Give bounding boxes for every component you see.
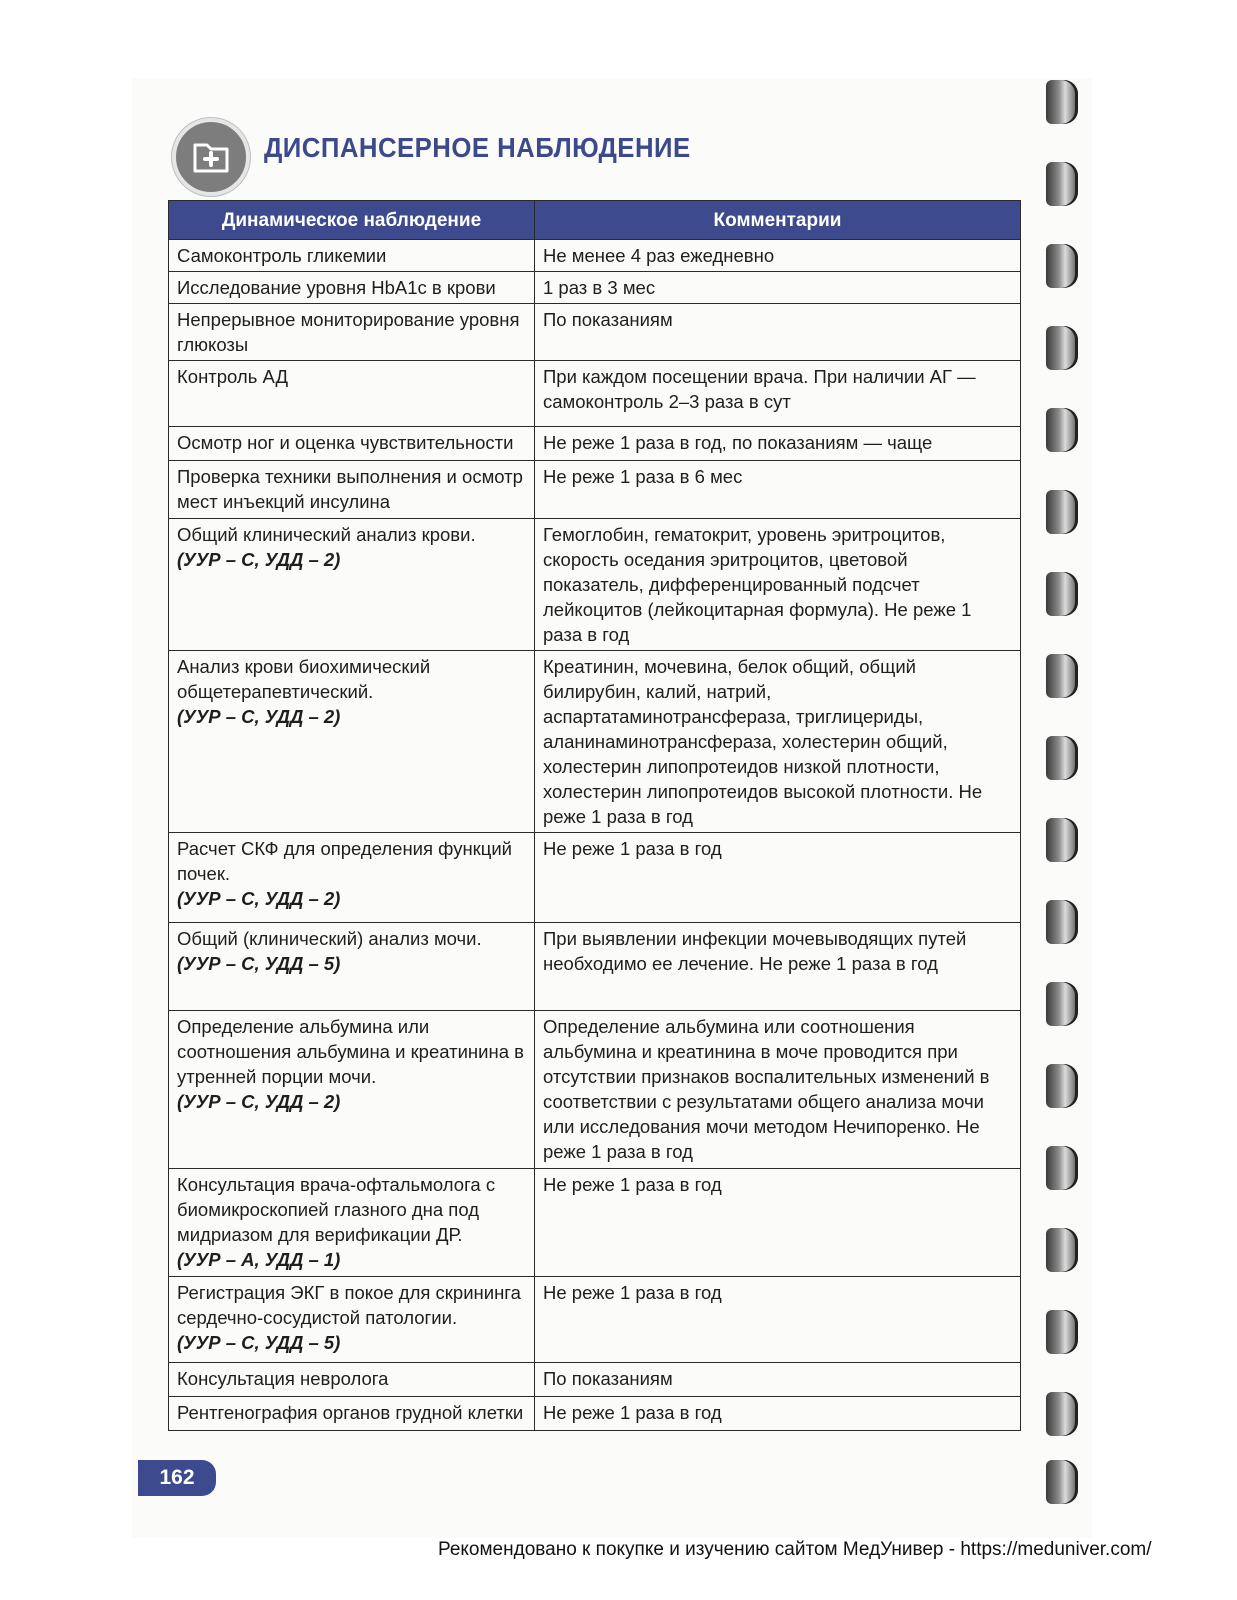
observation-text: Консультация врача-офтальмолога с биомикроскопией глазного дна под мидриазом для верификации ДР. bbox=[177, 1174, 496, 1245]
table-row bbox=[169, 1397, 1021, 1431]
observation-text: Исследование уровня HbA1c в крови bbox=[177, 277, 496, 298]
observation-cell bbox=[169, 427, 535, 461]
binding-ring bbox=[1046, 490, 1078, 534]
binding-ring bbox=[1046, 162, 1078, 206]
spiral-binding bbox=[1040, 80, 1088, 1500]
binding-ring bbox=[1046, 1146, 1078, 1190]
binding-ring bbox=[1046, 982, 1078, 1026]
observation-cell bbox=[169, 923, 535, 1011]
observation-cell bbox=[169, 240, 535, 272]
observation-cell bbox=[169, 361, 535, 427]
observation-cell bbox=[169, 272, 535, 304]
table-header-row bbox=[169, 201, 1021, 240]
observation-cell bbox=[169, 519, 535, 651]
table-row bbox=[169, 1277, 1021, 1363]
binding-ring bbox=[1046, 326, 1078, 370]
observation-text: Контроль АД bbox=[177, 366, 288, 387]
table-row bbox=[169, 272, 1021, 304]
column-header-comments: Комментарии bbox=[535, 201, 1021, 240]
table-row bbox=[169, 651, 1021, 833]
table-row bbox=[169, 361, 1021, 427]
table-row bbox=[169, 1363, 1021, 1397]
comment-cell: Не реже 1 раза в год bbox=[535, 1277, 1021, 1363]
comment-cell: Определение альбумина или соотношения альбумина и креатинина в моче проводится при отсутствии признаков воспалительных изменений в соответствии с результатами общего анализа мочи или исследования мочи методом Нечипоренко. Не реже 1 раза в год bbox=[535, 1011, 1021, 1169]
table-row bbox=[169, 461, 1021, 519]
binding-ring bbox=[1046, 1228, 1078, 1272]
comment-cell: Не менее 4 раз ежедневно bbox=[535, 240, 1021, 272]
observation-text: Рентгенография органов грудной клетки bbox=[177, 1402, 524, 1423]
observation-cell bbox=[169, 651, 535, 833]
binding-ring bbox=[1046, 900, 1078, 944]
binding-ring bbox=[1046, 1392, 1078, 1436]
observation-text: Общий (клинический) анализ мочи. bbox=[177, 928, 482, 949]
comment-cell: Не реже 1 раза в год bbox=[535, 833, 1021, 923]
table-row bbox=[169, 427, 1021, 461]
comment-cell: По показаниям bbox=[535, 1363, 1021, 1397]
footer-note: Рекомендовано к покупке и изучению сайтом МедУнивер - https://meduniver.com/ bbox=[438, 1539, 1152, 1560]
observation-cell bbox=[169, 304, 535, 361]
table-row bbox=[169, 240, 1021, 272]
table-row bbox=[169, 519, 1021, 651]
comment-cell: Не реже 1 раза в год, по показаниям — чаще bbox=[535, 427, 1021, 461]
recommendation-grade: (УУР – С, УДД – 2) bbox=[177, 549, 341, 570]
binding-ring bbox=[1046, 736, 1078, 780]
column-header-observation: Динамическое наблюдение bbox=[169, 201, 535, 240]
page-number: 162 bbox=[138, 1460, 216, 1496]
comment-cell: Не реже 1 раза в 6 мес bbox=[535, 461, 1021, 519]
table-row bbox=[169, 1011, 1021, 1169]
binding-ring bbox=[1046, 408, 1078, 452]
observation-cell bbox=[169, 833, 535, 923]
recommendation-grade: (УУР – С, УДД – 5) bbox=[177, 1332, 341, 1353]
observation-text: Общий клинический анализ крови. bbox=[177, 524, 476, 545]
binding-ring bbox=[1046, 80, 1078, 124]
binding-ring bbox=[1046, 1310, 1078, 1354]
observation-text: Расчет СКФ для определения функций почек. bbox=[177, 838, 513, 884]
table-row bbox=[169, 304, 1021, 361]
observation-cell bbox=[169, 461, 535, 519]
observation-cell bbox=[169, 1169, 535, 1277]
comment-cell: Гемоглобин, гематокрит, уровень эритроцитов, скорость оседания эритроцитов, цветовой показатель, дифференцированный подсчет лейкоцитов (лейкоцитарная формула). Не реже 1 раза в год bbox=[535, 519, 1021, 651]
table-row bbox=[169, 923, 1021, 1011]
observation-text: Проверка техники выполнения и осмотр мест инъекций инсулина bbox=[177, 466, 523, 512]
recommendation-grade: (УУР – С, УДД – 2) bbox=[177, 1091, 341, 1112]
recommendation-grade: (УУР – С, УДД – 2) bbox=[177, 706, 341, 727]
recommendation-grade: (УУР – А, УДД – 1) bbox=[177, 1249, 341, 1270]
binding-ring bbox=[1046, 1460, 1078, 1504]
page-title: ДИСПАНСЕРНОЕ НАБЛЮДЕНИЕ bbox=[264, 132, 691, 163]
observation-text: Определение альбумина или соотношения альбумина и креатинина в утренней порции мочи. bbox=[177, 1016, 524, 1087]
medical-folder-icon bbox=[172, 118, 250, 196]
comment-cell: 1 раз в 3 мес bbox=[535, 272, 1021, 304]
observation-cell bbox=[169, 1011, 535, 1169]
comment-cell: При каждом посещении врача. При наличии АГ — самоконтроль 2–3 раза в сут bbox=[535, 361, 1021, 427]
table-row bbox=[169, 1169, 1021, 1277]
comment-cell: При выявлении инфекции мочевыводящих путей необходимо ее лечение. Не реже 1 раза в год bbox=[535, 923, 1021, 1011]
observation-text: Консультация невролога bbox=[177, 1368, 389, 1389]
observation-cell bbox=[169, 1363, 535, 1397]
comment-cell: Креатинин, мочевина, белок общий, общий билирубин, калий, натрий, аспартатаминотрансфераза, триглицериды, аланинаминотрансфераза, холестерин общий, холестерин липопротеидов низкой плотности, холестерин липопротеидов высокой плотности. Не реже 1 раза в год bbox=[535, 651, 1021, 833]
comment-cell: Не реже 1 раза в год bbox=[535, 1169, 1021, 1277]
comment-cell: Не реже 1 раза в год bbox=[535, 1397, 1021, 1431]
table-row bbox=[169, 833, 1021, 923]
binding-ring bbox=[1046, 1064, 1078, 1108]
observation-table bbox=[168, 200, 1021, 1431]
observation-cell bbox=[169, 1277, 535, 1363]
observation-text: Анализ крови биохимический общетерапевтический. bbox=[177, 656, 431, 702]
observation-text: Непрерывное мониторирование уровня глюкозы bbox=[177, 309, 520, 355]
recommendation-grade: (УУР – С, УДД – 2) bbox=[177, 888, 341, 909]
binding-ring bbox=[1046, 818, 1078, 862]
observation-cell bbox=[169, 1397, 535, 1431]
observation-text: Осмотр ног и оценка чувствительности bbox=[177, 432, 514, 453]
recommendation-grade: (УУР – С, УДД – 5) bbox=[177, 953, 341, 974]
observation-text: Самоконтроль гликемии bbox=[177, 245, 387, 266]
observation-text: Регистрация ЭКГ в покое для скрининга сердечно-сосудистой патологии. bbox=[177, 1282, 521, 1328]
binding-ring bbox=[1046, 244, 1078, 288]
comment-cell: По показаниям bbox=[535, 304, 1021, 361]
binding-ring bbox=[1046, 572, 1078, 616]
binding-ring bbox=[1046, 654, 1078, 698]
